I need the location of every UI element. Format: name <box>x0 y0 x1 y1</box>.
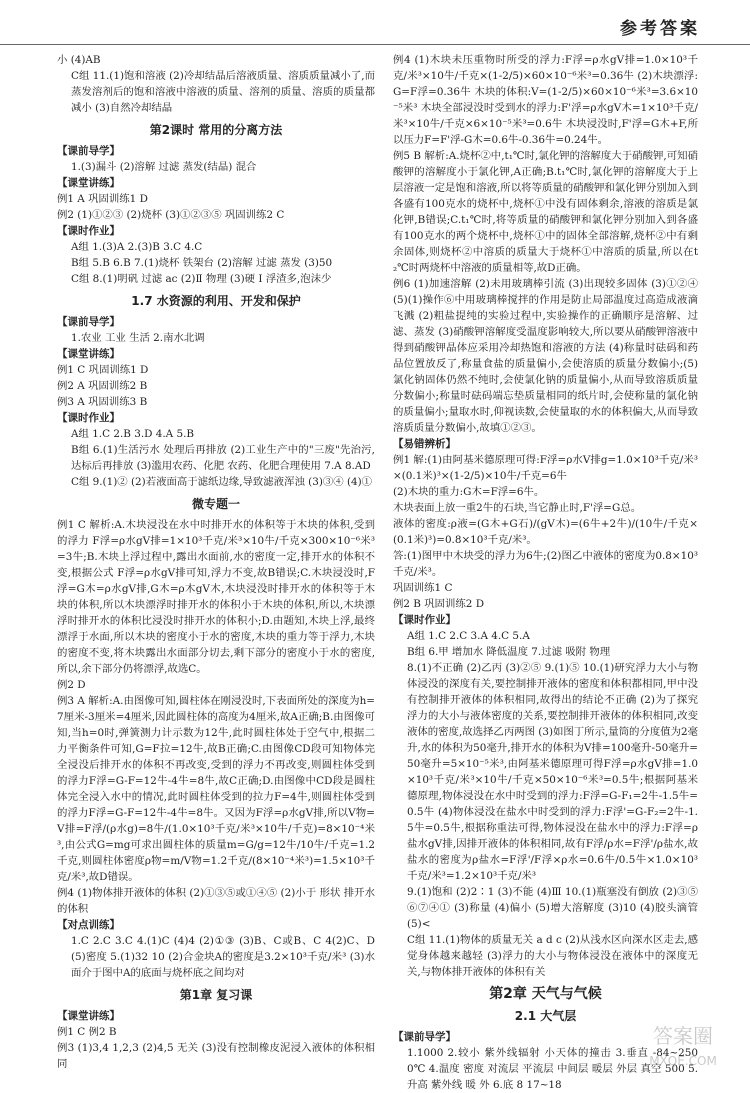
answer-line: A组 1.C 2.C 3.A 4.C 5.A <box>407 630 530 642</box>
answer-line: C组 8.(1)明矾 过滤 ac (2)Ⅱ 物理 (3)硬 Ⅰ 浮渣多,泡沫少 <box>71 273 332 285</box>
subsection-heading: 【课堂讲练】 <box>57 177 120 189</box>
answer-line: 例3 A 巩固训练3 B <box>57 396 148 408</box>
answer-line: 例1 C 例2 B <box>57 1026 117 1038</box>
subsection-heading: 【课前导学】 <box>57 316 120 328</box>
answer-line: 液体的密度:ρ液=(G木+G石)/(gV木)=(6牛+2牛)/(10牛/千克×(0.1米)³)=0.8×10³千克/米³。 <box>393 518 698 546</box>
answer-line: 1.C 2.C 3.C 4.(1)C (4)4 (2)①③ (3)B、C或B、C 4(2)C、D (5)密度 5.(1)32 10 (2)合金块A的密度是3.2×10³千克/米³ (3)水面介于图中A的底面与烧杯底之间均对 <box>71 935 375 979</box>
answer-line: 例6 (1)加速溶解 (2)未用玻璃棒引流 (3)出现较多固体 (3)①②④ (5)(1)操作⑥中用玻璃棒搅拌的作用是防止局部温度过高造成液滴飞溅 (2)粗盐提纯的实验过程中,实验操作的正确顺序是溶解、过滤、蒸发 (3)硝酸钾溶解度受温度影响较大,所以要从硝酸钾溶液中得到硝酸钾晶体应采用冷却热饱和溶液的方法 (4)称量时砝码和药品位置放反了,称量食盐的质量偏小,会使溶质的质量分数偏小;(5)氯化钠固体仍然不纯时,会使氯化钠的质量偏小,从而导致溶质质量分数偏小;称量时砝码端忘垫质量相同的纸片时,会使称量的氯化钠的质量偏小;量取水时,仰视读数,会使量取的水的体积偏大,从而导致溶质质量分数偏小,故填①②③。 <box>393 278 698 434</box>
subsection-heading: 【对点训练】 <box>57 919 120 931</box>
page-header-title: 参考答案 <box>620 19 700 39</box>
answer-line: 例5 B 解析:A.烧杯②中,t₁℃时,氯化钾的溶解度大于硝酸钾,可知硝酸钾的溶解度小于氯化钾,A正确;B.t₁℃时,氯化钾的溶解度大于上层溶液一定是饱和溶液,所以将等质量的硝酸钾和氯化钾分别加入到各盛有100克水的烧杯中,烧杯①中没有固体剩余,溶液的溶质是氯化钾,B错误;C.t₁℃时,将等质量的硝酸钾和氯化钾分别加入到各盛有100克水的两个烧杯中,烧杯①中的固体全部溶解,烧杯②中有剩余固体,则烧杯②中溶质的质量大于烧杯①中溶质的质量,所以在t₂℃时两烧杯中溶液的质量相等,故D正确。 <box>393 150 698 274</box>
answer-line: B组 6.甲 增加水 降低温度 7.过滤 吸附 物理 <box>407 646 611 658</box>
answer-line: 1.1000 2.较小 紫外线辐射 小天体的撞击 3.垂直 -84~2500℃ 4.温度 密度 对流层 平流层 中间层 暖层 外层 真空 500 5.升高 紫外线 暖 外 6.底 8 17~18 <box>407 1047 698 1091</box>
answer-line: A组 1.C 2.B 3.D 4.A 5.B <box>71 428 195 440</box>
subsection-heading: 【课时作业】 <box>393 614 456 626</box>
watermark-logo <box>628 1013 738 1073</box>
answer-line: 例2 A 巩固训练2 B <box>57 380 148 392</box>
answer-line: 例1 C 解析:A.木块浸没在水中时排开水的体积等于木块的体积,受到的浮力 F浮=ρ水gV排=1×10³千克/米³×10牛/千克×300×10⁻⁶米³=3牛;B.木块上浮过程中,露出水面前,水的密度一定,排开水的体积不变,根据公式 F浮=ρ水gV排可知,浮力不变,故B错误;C.木块浸没时,F浮=G木=ρ水gV排,G木=ρ木gV木,木块浸没时排开水的体积等于木块的体积,所以木块漂浮时排开水的体积小于木块的体积,所以,木块漂浮时排开水的体积比浸没时排开水的体积小;D.由题知,木块上浮,最终漂浮于水面,所以木块的密度小于水的密度,木块的重力等于浮力,木块的密度不变,将木块露出水面部分切去,剩下部分的密度小于水的密度,所以,余下部分仍将漂浮,故选C。 <box>57 519 375 675</box>
answer-line: 例2 D <box>57 679 86 691</box>
answer-line: 木块表面上放一重2牛的石块,当它静止时,F'浮=G总。 <box>393 502 642 514</box>
answer-line: 例3 (1)3,4 1,2,3 (2)4,5 无关 (3)没有控制橡皮泥浸入液体的体积相同 <box>57 1042 375 1070</box>
watermark-text: 答案圈 <box>653 1024 713 1048</box>
answer-line: 例1 A 巩固训练1 D <box>57 193 148 205</box>
watermark-subtext: MXQE.COM <box>649 1054 717 1068</box>
subsection-heading: 【易错辨析】 <box>393 438 456 450</box>
chapter-title: 第2章 天气与气候 <box>489 986 602 1002</box>
subsection-heading: 【课时作业】 <box>57 225 120 237</box>
answer-line: 例4 (1)物体排开液体的体积 (2)①③⑤或①④⑤ (2)小于 形状 排开水的体积 <box>57 887 375 915</box>
answer-line: 巩固训练1 C <box>393 582 453 594</box>
answer-line: 1.农业 工业 生活 2.南水北调 <box>71 332 205 344</box>
right-column <box>393 52 698 1093</box>
section-title: 微专题一 <box>191 497 240 511</box>
answer-line: 例1 解:(1)由阿基米德原理可得:F浮=ρ水V排g=1.0×10³千克/米³×(0.1米)³×(1-2/5)×10牛/千克=6牛 <box>393 454 698 482</box>
section-title: 2.1 大气层 <box>514 1009 577 1023</box>
answer-line: C组 9.(1)② (2)若液面高于滤纸边缘,导致滤液浑浊 (3)③④ (4)① <box>71 476 373 488</box>
section-title: 第1章 复习课 <box>179 988 253 1002</box>
subsection-heading: 【课前导学】 <box>393 1031 456 1043</box>
answer-line: 答:(1)图甲中木块受的浮力为6牛;(2)图乙中液体的密度为0.8×10³千克/米³。 <box>393 550 698 578</box>
section-title: 第2课时 常用的分离方法 <box>149 123 283 137</box>
subsection-heading: 【课堂讲练】 <box>57 348 120 360</box>
header-divider <box>0 44 750 45</box>
left-column <box>57 52 375 1072</box>
answer-line: 小 (4)AB <box>57 54 101 66</box>
answer-line: 1.(3)漏斗 (2)溶解 过滤 蒸发(结晶) 混合 <box>71 161 257 173</box>
answer-line: 9.(1)饱和 (2)2∶1 (3)不能 (4)Ⅲ 10.(1)瓶塞没有倒放 (2)③⑤⑥⑦④① (3)称量 (4)偏小 (5)增大溶解度 (3)10 (4)胶头滴管 (5)< <box>407 886 698 930</box>
answer-line: 例1 C 巩固训练1 D <box>57 364 149 376</box>
answer-line: 例4 (1)木块未压重物时所受的浮力:F浮=ρ水gV排=1.0×10³千克/米³×10牛/千克×(1-2/5)×60×10⁻⁶米³=0.36牛 (2)木块漂浮:G=F浮=0.36牛 木块的体积:V=(1-2/5)×60×10⁻⁶米³=3.6×10⁻⁵米³ 木块全部浸没时受到水的浮力:F'浮=ρ水gV木=1×10³千克/米³×10牛/千克×6×10⁻⁵米³=0.6牛 木块浸没时,F'浮=G木+F,所以压力F=F'浮-G木=0.6牛-0.36牛=0.24牛。 <box>393 54 698 146</box>
answer-line: C组 11.(1)饱和溶液 (2)冷却结晶后溶液质量、溶质质量减小了,而蒸发溶剂后的饱和溶液中溶液的质量、溶剂的质量、溶质的质量都减小 (3)自然冷却结晶 <box>71 70 375 114</box>
answer-line: 8.(1)不正确 (2)乙丙 (3)②⑤ 9.(1)⑤ 10.(1)研究浮力大小与物体浸没的深度有关,要控制排开液体的密度和体积都相同,甲中没有控制排开液体的体积相同,故得出的结论不正确 (2)为了探究浮力的大小与液体密度的关系,要控制排开液体的体积相同,改变液体的密度,故选择乙丙两图 (3)如图丁所示,量筒的分度值为2毫升,水的体积为50毫升,排开水的体积为V排=100毫升-50毫升=50毫升=5×10⁻⁵米³,由阿基米德原理可得F浮=ρ水gV排=1.0×10³千克/米³×10牛/千克×50×10⁻⁶米³=0.5牛;根据阿基米德原理,物体浸没在水中时受到的浮力:F浮=G-F₁=2牛-1.5牛=0.5牛 (4)物体浸没在盐水中时受到的浮力:F浮'=G-F₂=2牛-1.5牛=0.5牛,根据称重法可得,物体浸没在盐水中的浮力:F浮=ρ盐水gV排,因排开液体的体积相同,故有F浮/ρ水=F浮'/ρ盐水,故盐水的密度为ρ盐水=F浮'/F浮×ρ水=0.6牛/0.5牛×1.0×10³千克/米³=1.2×10³千克/米³ <box>407 662 699 882</box>
answer-line: 例2 B 巩固训练2 D <box>393 598 485 610</box>
answer-line: (2)木块的重力:G木=F浮=6牛。 <box>393 486 545 498</box>
subsection-heading: 【课前导学】 <box>57 145 120 157</box>
answer-line: 例3 A 解析:A.由图像可知,圆柱体在刚浸没时,下表面所处的深度为h=7厘米-3厘米=4厘米,因此圆柱体的高度为4厘米,故A正确;B.由图像可知,当h=0时,弹簧测力计示数为12牛,此时圆柱体处于空气中,根据二力平衡条件可知,G=F拉=12牛,故B正确;C.由图像CD段可知物体完全浸没后排开水的体积不再改变,受到的浮力不再改变,则圆柱体受到的浮力F浮=G-F=12牛-4牛=8牛,故C正确;D.由图像中CD段是圆柱体完全浸入水中的情况,此时圆柱体受到的拉力F=4牛,则圆柱体受到的浮力F浮=G-F=12牛-4牛=8牛。又因为F浮=ρ水gV排,所以V物=V排=F浮/(ρ水g)=8牛/(1.0×10³千克/米³×10牛/千克)=8×10⁻⁴米³,由公式G=mg可求出圆柱体的质量m=G/g=12牛/10牛/千克=1.2千克,则圆柱体密度ρ物=m/V物=1.2千克/(8×10⁻⁴米³)=1.5×10³千克/米³,故D错误。 <box>57 695 375 883</box>
subsection-heading: 【课时作业】 <box>57 412 120 424</box>
answer-line: B组 6.(1)生活污水 处理后再排放 (2)工业生产中的"三废"先治污,达标后再排放 (3)滥用农药、化肥 农药、化肥合理使用 7.A 8.AD <box>71 444 375 472</box>
answer-line: C组 11.(1)物体的质量无关 a d c (2)从浅水区向深水区走去,感觉身体越来越轻 (3)浮力的大小与物体浸没在液体中的深度无关,与物体排开液体的体积有关 <box>407 934 698 978</box>
answer-line: 例2 (1)①②③ (2)烧杯 (3)①②③⑤ 巩固训练2 C <box>57 209 285 221</box>
section-title: 1.7 水资源的利用、开发和保护 <box>131 294 301 308</box>
answer-line: A组 1.(3)A 2.(3)B 3.C 4.C <box>71 241 203 253</box>
subsection-heading: 【课堂讲练】 <box>57 1010 120 1022</box>
answer-line: B组 5.B 6.B 7.(1)烧杯 铁架台 (2)溶解 过滤 蒸发 (3)50 <box>71 257 333 269</box>
